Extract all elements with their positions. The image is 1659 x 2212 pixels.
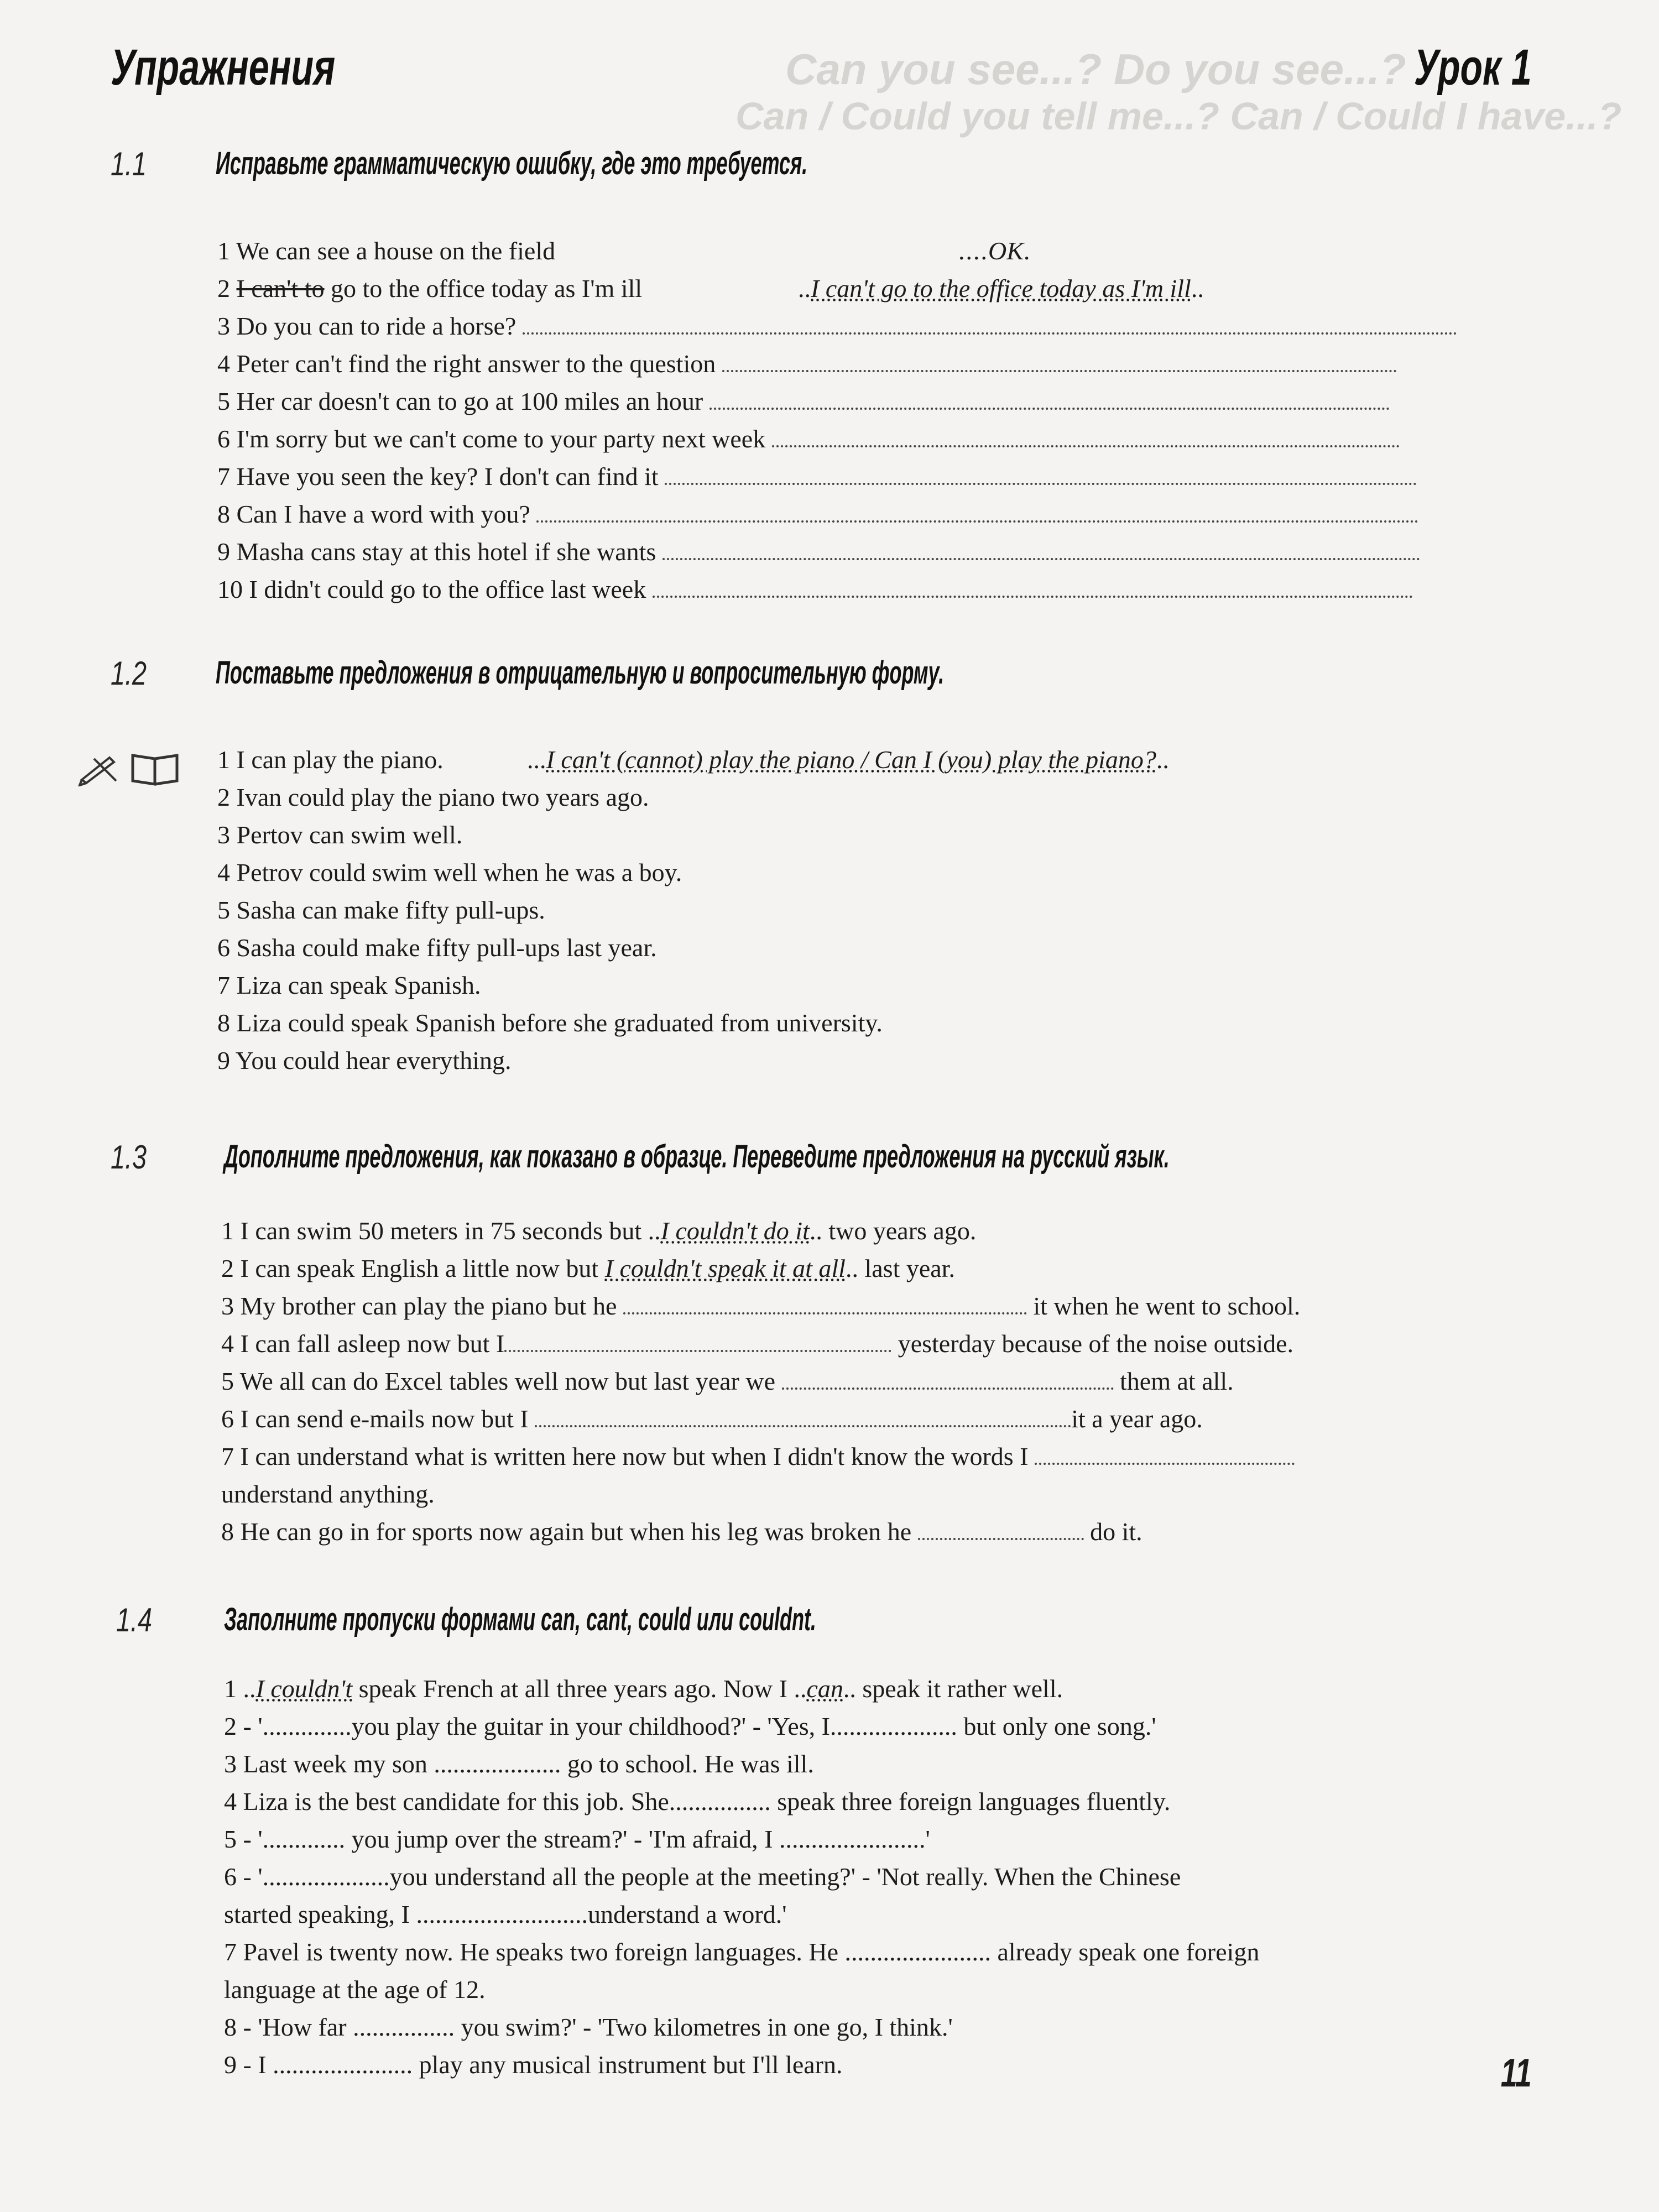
exercise-item: 9 You could hear everything. [217, 1046, 512, 1074]
answer-blank[interactable] [782, 1386, 1114, 1390]
exercise-item: 7 I can understand what is written here now but when I didn't know the words I [221, 1438, 1532, 1475]
exercise-item: 6 I can send e-mails now but I it a year ago. [221, 1405, 1203, 1433]
section-title: Поставьте предложения в отрицательную и вопросительную форму. [216, 655, 945, 691]
answer-blank[interactable] [662, 557, 1420, 560]
answer-blank[interactable] [536, 519, 1418, 523]
section-title: Дополните предложения, как показано в образце. Переведите предложения на русский язык. [224, 1139, 1170, 1175]
section-number: 1.3 [111, 1139, 147, 1176]
exercise-item: 5 We all can do Excel tables well now but last year we them at all. [221, 1367, 1234, 1395]
section-number: 1.1 [111, 145, 147, 182]
sample-answer: I can't (cannot) play the piano / Can I (you) play the piano? [546, 745, 1156, 774]
answer-blank[interactable] [653, 594, 1413, 598]
exercise-item: 6 Sasha could make fifty pull-ups last year. [217, 933, 657, 962]
exercise-item: 5 Her car doesn't can to go at 100 miles an hour [217, 383, 1532, 420]
exercise-item: 9 - I ...................... play any musical instrument but I'll learn. [224, 2051, 843, 2079]
exercise-item: 10 I didn't could go to the office last week [217, 571, 1532, 608]
exercise-item: 3 Pertov can swim well. [217, 821, 463, 849]
sample-answer: I couldn't [255, 1674, 353, 1703]
exercise-item: 3 My brother can play the piano but he it when he went to school. [221, 1292, 1301, 1320]
answer-blank[interactable] [665, 482, 1417, 485]
section-title: Заполните пропуски формами can, cant, could или couldnt. [224, 1601, 816, 1637]
exercise-item: 5 Sasha can make fifty pull-ups. [217, 896, 545, 924]
exercise-item-continued: started speaking, I ...........................understand a word.' [224, 1900, 787, 1928]
answer-blank[interactable] [504, 1349, 891, 1352]
exercise-item: 2 I can't to go to the office today as I'm ill ..I can't go to the office today as I'm ill.. [217, 274, 1204, 302]
item-text: 1 We can see a house on the field [217, 237, 556, 265]
exercise-item: 4 Peter can't find the right answer to the question [217, 345, 1532, 383]
exercise-item: 8 He can go in for sports now again but when his leg was broken he do it. [221, 1517, 1142, 1546]
answer-blank[interactable] [535, 1424, 1071, 1427]
exercise-item: 2 I can speak English a little now but I couldn't speak it at all.. last year. [221, 1254, 955, 1282]
answer-blank[interactable] [623, 1311, 1027, 1314]
exercise-item: 1 ..I couldn't speak French at all three years ago. Now I ..can.. speak it rather well. [224, 1674, 1063, 1703]
answer-blank[interactable] [709, 406, 1390, 410]
exercise-item: 8 - 'How far ................ you swim?' - 'Two kilometres in one go, I think.' [224, 2013, 953, 2041]
exercise-item: 3 Last week my son .................... go to school. He was ill. [224, 1750, 814, 1778]
sample-answer: I couldn't speak it at all [604, 1254, 846, 1282]
exercise-item: 7 Liza can speak Spanish. [217, 971, 481, 999]
answer-blank[interactable] [523, 331, 1457, 335]
exercise-item: 1 We can see a house on the field ....OK. [217, 237, 1030, 265]
sample-answer: OK [988, 237, 1024, 265]
exercise-item: 1 I can swim 50 meters in 75 seconds but ..I couldn't do it.. two years ago. [221, 1217, 977, 1245]
answer-blank[interactable] [918, 1537, 1084, 1540]
struck-text: I can't to [236, 274, 325, 302]
section-number: 1.4 [116, 1601, 153, 1639]
exercise-item: 6 - '....................you understand all the people at the meeting?' - 'Not really. When the Chinese [224, 1863, 1181, 1891]
exercise-item: 1 I can play the piano. ...I can't (cannot) play the piano / Can I (you) play the piano?.. [217, 745, 1169, 774]
exercise-item: 6 I'm sorry but we can't come to your party next week [217, 420, 1532, 458]
answer-blank[interactable] [722, 369, 1397, 372]
exercise-item-continued: language at the age of 12. [224, 1975, 486, 2004]
exercise-item: 7 Have you seen the key? I don't can find it [217, 458, 1532, 495]
exercise-item: 4 I can fall asleep now but I yesterday because of the noise outside. [221, 1329, 1294, 1358]
page-header-title: Упражнения [111, 39, 336, 96]
exercise-item: 4 Petrov could swim well when he was a boy. [217, 858, 682, 886]
exercise-item: 8 Liza could speak Spanish before she graduated from university. [217, 1009, 883, 1037]
write-and-book-icon [77, 748, 188, 786]
sample-answer: I can't go to the office today as I'm ill [811, 274, 1191, 302]
exercise-item: 5 - '............. you jump over the stream?' - 'I'm afraid, I .......................' [224, 1825, 930, 1853]
sample-answer: can [806, 1674, 843, 1703]
section-title: Исправьте грамматическую ошибку, где это требуется. [216, 145, 808, 181]
lesson-label: Урок 1 [1414, 39, 1532, 96]
exercise-item: 2 - '..............you play the guitar in your childhood?' - 'Yes, I.................... but only one song.' [224, 1712, 1156, 1740]
bleed-through-text: Can you see...? Do you see...? [785, 45, 1406, 93]
exercise-item-continued: understand anything. [221, 1480, 435, 1508]
exercise-item: 3 Do you can to ride a horse? [217, 307, 1532, 345]
page-number: 11 [1500, 2051, 1532, 2095]
exercise-item: 8 Can I have a word with you? [217, 495, 1532, 533]
exercise-item: 4 Liza is the best candidate for this job. She................ speak three foreign languages fluently. [224, 1787, 1171, 1815]
sample-answer: I couldn't do it [660, 1217, 810, 1245]
exercise-item: 2 Ivan could play the piano two years ago. [217, 783, 649, 811]
exercise-item: 9 Masha cans stay at this hotel if she wants [217, 533, 1532, 571]
bleed-through-text: Can / Could you tell me...? Can / Could I have...? [735, 95, 1622, 138]
section-number: 1.2 [111, 655, 147, 692]
exercise-item: 7 Pavel is twenty now. He speaks two foreign languages. He ....................... already speak one foreign [224, 1938, 1260, 1966]
answer-blank[interactable] [1035, 1462, 1295, 1465]
answer-blank[interactable] [772, 444, 1400, 447]
